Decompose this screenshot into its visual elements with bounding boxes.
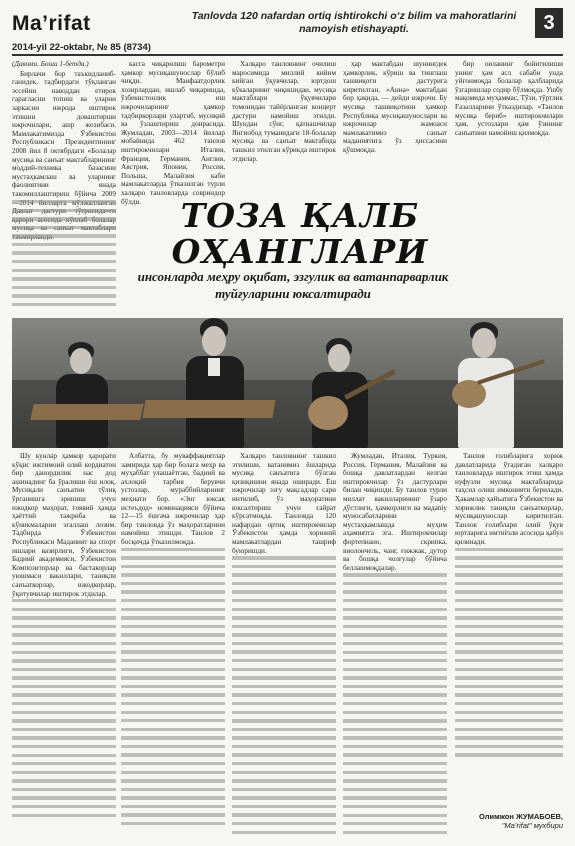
article-column-4-top [343,60,447,196]
text-line [455,719,563,722]
text-line [232,633,336,636]
text-line [232,745,336,748]
text-line [455,668,563,671]
paragraph: Халқаро танловнинг ташкил этилиши, ватанимиз ёшларида мусиқа санъатига бўлган қизиқишни янада оширади. Ёш ижрочилар эзгу мақсадлар сари интилиб, ўз маҳоратини юксалтириш учун ғайрат кўрсатмоқда. Танловда 120 нафардан ортиқ иштирокчилар Ўзбекистон ҳамда хорижий мамлакатлардан ташриф буюришди. [232,452,336,555]
text-line [455,590,563,593]
text-line [455,548,563,551]
text-line [12,711,116,714]
text-line [343,616,447,619]
text-line [232,779,336,782]
article-deck: инсонларда меҳру оқибат, эзгулик ва ватанпарварлик туйғуларини юксалтиради [137,269,449,301]
text-line [232,556,336,559]
column-text-lines [455,548,563,768]
text-line [12,788,116,791]
text-line [455,573,563,576]
text-line [343,745,447,748]
text-line [12,745,116,748]
text-line [12,659,116,662]
text-line [12,200,116,203]
text-line [121,753,225,756]
text-line [12,771,116,774]
text-line [121,565,225,568]
paragraph: Танлов голибларига хориж давлатларида ўтадиган халқаро танловларда иштирок этиш ҳамда нуфузли мусиқа мактабларида таҳсил олиш имконияти берилади. Ҳакамлар ҳайъатига Ўзбекистон ва хорижлик таниқли санъаткорлар, мусиқашунослар киритилган. Танлов ғолиблари олий ўқув юртларига имтиёзли асосида қабул қилинади. [455,452,563,546]
dutor-icon [452,380,486,408]
text-line [232,813,336,816]
text-line [12,754,116,757]
text-line [455,745,563,748]
text-line [343,822,447,825]
text-line [12,303,116,306]
text-line [343,728,447,731]
text-line [455,711,563,714]
text-line [455,642,563,645]
text-line [12,608,116,611]
text-line [343,779,447,782]
chang-instrument-icon [142,400,275,418]
page-tagline: Tanlovda 120 nafardan ortiq ishtirokchi o‘z bilim va mahoratlarini namoyish etishayapti. [191,10,517,35]
text-line [343,736,447,739]
text-line [12,277,116,280]
text-line [121,745,225,748]
text-line [121,805,225,808]
text-line [455,659,563,662]
text-line [343,625,447,628]
text-line [121,728,225,731]
text-line [12,736,116,739]
text-line [232,625,336,628]
article-column-3-bottom [232,452,336,832]
text-line [232,650,336,653]
text-line [232,822,336,825]
text-line [121,650,225,653]
text-line [12,676,116,679]
text-line [12,243,116,246]
text-line [121,762,225,765]
text-line [343,711,447,714]
article-column-1-bottom [12,452,116,808]
paragraph: Жумладан, Италия, Туркия, Россия, Германия, Малайзия ва бошқа давлатлардан келган иштирокчилар ўз дастурлари билан чиқишди. Бу танлов турли миллат вакилларининг ўзаро дўстлиги, ҳамкорлиги ва мадaniy муносабатларини мустаҳкамлашда муҳим аҳамиятга эга. Иштирокчилар фортепиано, скрипка, виолончель, чанг, ғижжак, дутор ва бошқа чолғулар бўйича беллашмоқдалар. [343,452,447,572]
paragraph: касга чиқарилиш барометри ҳамкор мусиқашунослар бўлиб чиқди. Манфаатдорлик хозирлардан, ишлаб чиқаришда, ўзбекистонлик иш ижрочиларнинг ҳамкор тадбиркорлари улартиб, мусиқий ва ўзлаштириш доирасида. Жумладан, 2003—2014 йиллар мобайнида 462 танлов иштирокчилари Италия, Франция, Германия, Англия, Австрия, Япония, Россия, Польша, Малайзия каби мамлакатларда ўтказилган турли халқаро танловларда совриндор бўлди. [121,60,225,206]
issue-info: 2014-yil 22-oktabr, № 85 (8734) [12,42,151,53]
musician-guitar [282,336,402,448]
text-line [12,234,116,237]
text-line [232,736,336,739]
text-line [12,796,116,799]
text-line [121,659,225,662]
text-line [121,642,225,645]
text-line [343,573,447,576]
text-line [121,573,225,576]
paragraph: Халқаро танловнинг очилиш маросимида миллий кийим кийган ўқувчилар, юртдош кўкаларнинг чиқишидан, мусиқа мактаблари ўқувчилари томонидан тайёрланган концерт дастури намойиш этилди. Шундан сўнг, қатнашчилар Янгиобод туманидаги 18-болалар мусиқа ва санъат мактабида ташкил этилган кўрикда иштирок этдилар. [232,60,336,163]
column-1-continuation [12,200,116,312]
text-line [232,719,336,722]
text-line [455,565,563,568]
musician-chang-1 [32,338,142,448]
text-line [121,693,225,696]
paragraph: Шу кунлар ҳамкор ҳарорати кўқис ижтимоий олий кордиатон бир данордилик нас дод ашинадинг ба ўралиши ёш илоқ. Мусиқали санъатни тўлиқ ўрганишга эришиш учун ижодкор маҳорат, ғоявий ҳамда ҳаёттий тажриба ва кўникмаларни эгаллаш лозим. Тадбирда Ўзбекистон Республикаси Маданият ва спорт ишлари вазирлиги, Ўзбекистон Бадиий академияси, Ўзбекистон Композиторлар ва бастакорлар уюшмаси вакиллари, таниқли санъаткорлар, ижодкорлар, ўқитувчилар иштирок этдилар. [12,452,116,598]
text-line [12,728,116,731]
text-line [121,736,225,739]
newspaper-logo: Ma’rifat [12,12,91,35]
text-line [343,693,447,696]
text-line [343,753,447,756]
article-column-1-top [12,60,116,198]
article-column-2-bottom [121,452,225,832]
text-line [232,608,336,611]
text-line [343,685,447,688]
page-number: 3 [535,8,563,38]
text-line [343,651,447,654]
text-line [343,719,447,722]
text-line [12,286,116,289]
article-column-5-bottom [455,452,563,808]
text-line [343,608,447,611]
text-line [232,762,336,765]
author-name: Олимжон ЖУМАБОЕВ, [478,812,563,821]
text-line [455,650,563,653]
text-line [121,633,225,636]
text-line [121,796,225,799]
text-line [232,805,336,808]
text-line [121,608,225,611]
text-line [12,762,116,765]
text-line [121,771,225,774]
text-line [121,779,225,782]
text-line [12,251,116,254]
text-line [343,582,447,585]
text-line [12,625,116,628]
text-line [232,771,336,774]
text-line [232,642,336,645]
text-line [343,676,447,679]
text-line [232,796,336,799]
text-line [455,582,563,585]
text-line [343,788,447,791]
text-line [343,633,447,636]
article-column-5-top [455,60,563,312]
text-line [232,702,336,705]
paragraph: бир оиланинг бойитилиши унинг ҳам асл сабаби унда уйғонмоқда болалар қалбларида ўзгаришлар содир бўлмоқда. Ушбу мақомида муҳаммас, Тўзи, тўртлик Ғазалларини ўтказдилар. «Танлов мусиқа бериб» иштирокчилари ҳам, устозлари ҳам ўзининг санъатини намойиш қилмоқда. [455,60,564,137]
article-column-2-top [121,60,225,206]
text-line [455,685,563,688]
text-line [232,753,336,756]
headline-line-2: ОҲАНГЛАРИ [171,232,429,271]
text-line [232,711,336,714]
text-line [12,702,116,705]
text-line [12,779,116,782]
text-line [121,685,225,688]
text-line [455,693,563,696]
text-line [232,590,336,593]
text-line [12,294,116,297]
article-column-3-top [232,60,336,196]
masthead [12,8,563,42]
text-line [12,805,116,808]
text-line [12,814,116,817]
column-text-lines [232,556,336,846]
text-line [343,771,447,774]
paragraph: Албатта, бу муваффақиятлар замирида ҳар бир болага меҳр ва муҳаббат улашаётган, бадиий ва ахлоқий тарбия берувчи устозлар, мураббийларнинг меҳнати бор. «Энг юксак истеъдод» номинацияси бўйича 12—15 ёшгача ижрочилар ҳар бир танловда ўз маҳоратларини намойиш этишди. Танлов 2 босқичда ўтказилмоқда. [121,452,225,546]
text-line [121,719,225,722]
text-line [455,728,563,731]
text-line [232,565,336,568]
text-line [343,814,447,817]
text-line [455,676,563,679]
text-line [343,762,447,765]
chang-instrument-icon [30,404,143,420]
author-role: "Ma’rifat" мухбири [501,821,563,830]
musicians-photo [12,318,563,448]
text-line [343,831,447,834]
text-line [121,582,225,585]
paragraph: Бирлачи бор таъкидланибганидек, тадбирдаги тўқланган эссейни наводдан етирок гарагласни топиш ва уларни заркасни ижрода иштирок этишни доваштирши ижрочилари, ашр жозибаси. Мамлакатимизда Ўзбекистон Республикаси Президентининг 2008 йил 8 октябрдаги «Болалар мусиқа ва санъат мактабларининг моддий-техника базасини мустаҳкамлаш ва уларнинг фаолиятини янада такомиллаштириш бўйича 2009 [12,69,116,198]
text-line [121,676,225,679]
text-line [455,753,563,756]
text-line [121,556,225,559]
text-line [12,685,116,688]
text-line [12,633,116,636]
text-line [455,736,563,739]
text-line [343,668,447,671]
text-line [121,548,225,551]
text-line [232,668,336,671]
dateline: (Давоми. Боши 1-бетда.) [12,60,89,68]
text-line [121,822,225,825]
article-column-4-bottom [343,452,447,832]
paragraph: ҳар мактабдан шунингдек ҳамкорлик, кўриш ва тинглаш ташвиқоти дастурига киритилган. «Анна» мактабдан бор ҳақида, — дейди ижрочи. Бу мусиқа ташвиқотини ҳамкор Республика мусиқашунослари ва ижрочилар жамоаси мамлакатимиз санъат маданиятига ўз ҳиссасини қўшмоқда. [343,60,447,154]
text-line [12,668,116,671]
text-line [12,269,116,272]
text-line [121,788,225,791]
headline-line-1: ТОЗА ҚАЛБ [180,196,420,235]
text-line [455,625,563,628]
text-line [343,599,447,602]
text-line [12,260,116,263]
text-line [455,599,563,602]
text-line [232,693,336,696]
text-line [343,796,447,799]
guitar-icon [308,396,348,430]
text-line [121,616,225,619]
text-line [232,788,336,791]
text-line [455,616,563,619]
column-text-lines [343,573,447,843]
text-line [12,693,116,696]
column-text-lines [12,599,116,829]
text-line [12,226,116,229]
text-line [12,651,116,654]
text-line [232,573,336,576]
text-line [12,599,116,602]
text-line [455,633,563,636]
text-line [121,625,225,628]
text-line [121,702,225,705]
text-line [12,719,116,722]
text-line [343,642,447,645]
text-line [232,685,336,688]
text-line [121,711,225,714]
text-line [343,659,447,662]
text-line [12,217,116,220]
text-line [232,659,336,662]
text-line [232,582,336,585]
header-rule [12,54,563,56]
text-line [121,590,225,593]
musician-dutor [412,322,552,448]
text-line [12,642,116,645]
musician-chang-2 [144,318,274,448]
text-line [455,556,563,559]
text-line [232,676,336,679]
text-line [232,616,336,619]
text-line [455,608,563,611]
article-headline [150,198,450,270]
text-line [343,805,447,808]
text-line [232,599,336,602]
text-line [343,590,447,593]
text-line [121,813,225,816]
text-line [232,728,336,731]
text-line [343,702,447,705]
text-line [12,209,116,212]
text-line [121,668,225,671]
column-text-lines [121,548,225,838]
text-line [455,702,563,705]
text-line [121,599,225,602]
text-line [12,616,116,619]
article-author [479,812,563,830]
text-line [232,831,336,834]
